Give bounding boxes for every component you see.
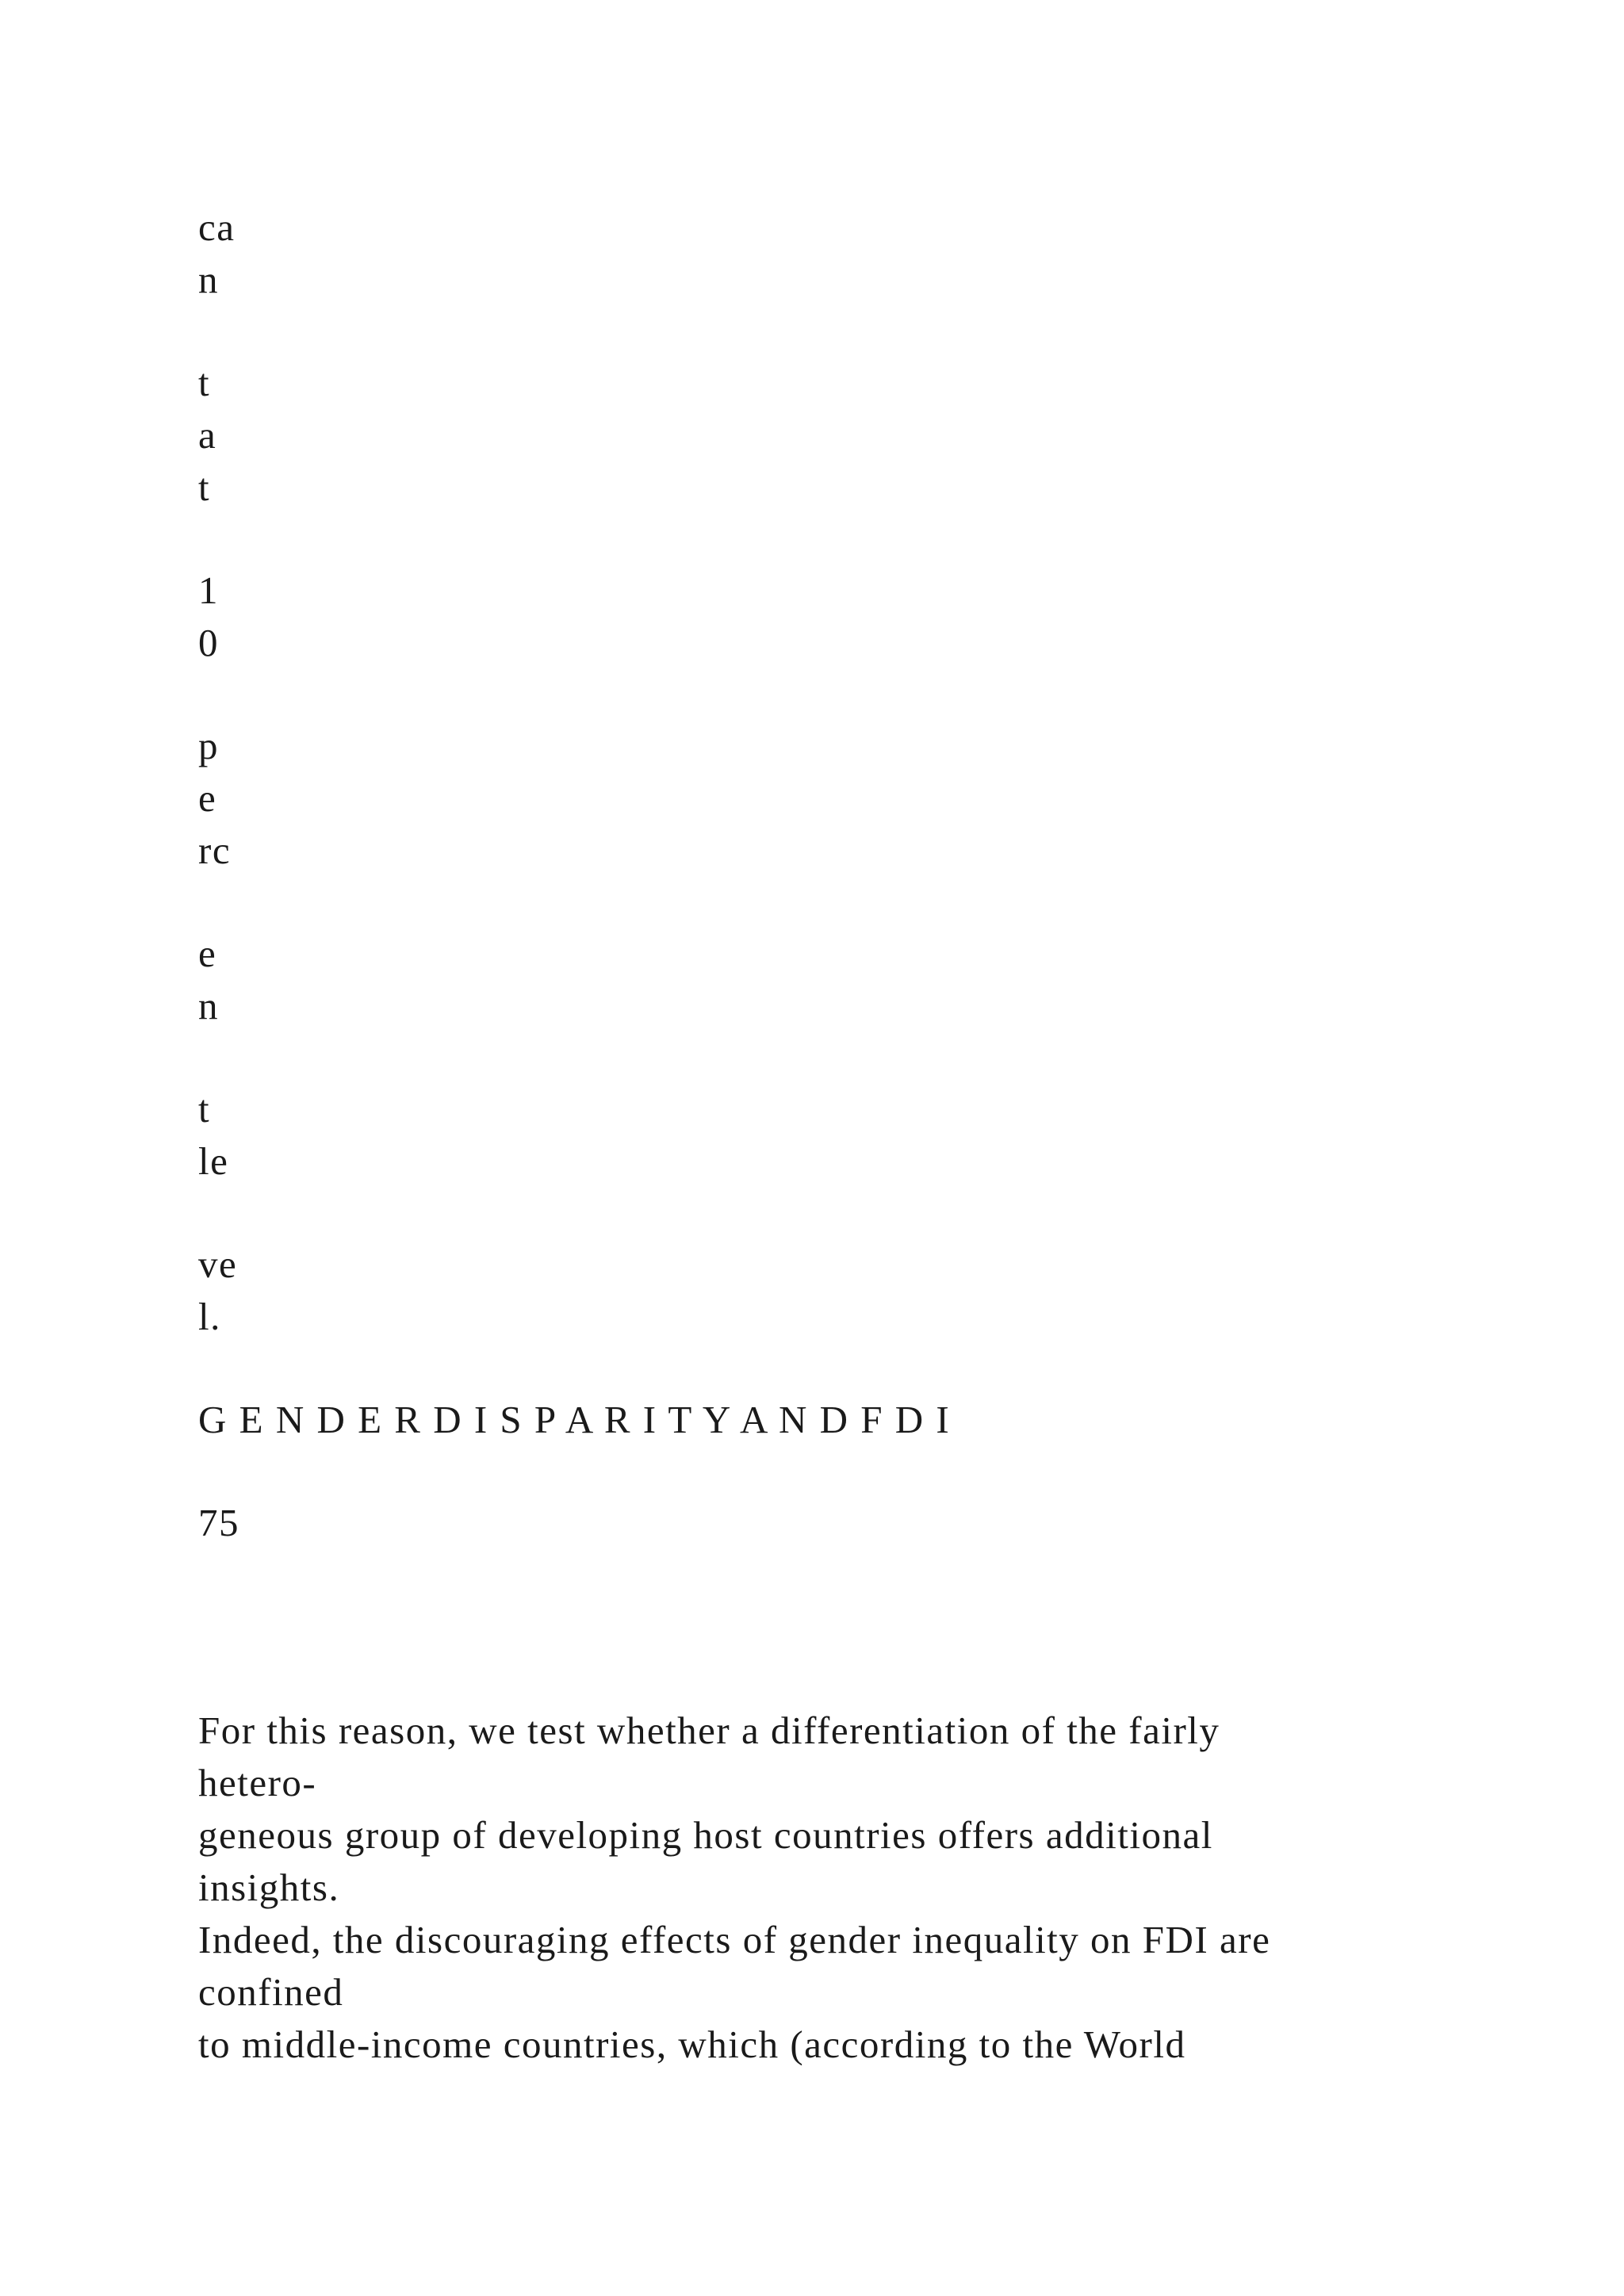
text-fragment: t xyxy=(198,1087,211,1131)
body-line: insights. xyxy=(198,1866,340,1909)
text-fragment: n xyxy=(198,984,219,1027)
text-fragment: l. xyxy=(198,1295,221,1338)
text-fragment: ca xyxy=(198,205,236,249)
body-line: For this reason, we test whether a differentiation of the fairly xyxy=(198,1709,1220,1752)
text-fragment: t xyxy=(198,465,211,509)
text-fragment: a xyxy=(198,413,217,457)
body-line: confined xyxy=(198,1970,344,2014)
body-line: to middle-income countries, which (according to the World xyxy=(198,2022,1186,2066)
body-line: hetero- xyxy=(198,1761,317,1804)
text-fragment: e xyxy=(198,776,217,820)
text-fragment: ve xyxy=(198,1242,238,1286)
text-fragment: t xyxy=(198,361,211,404)
body-line: geneous group of developing host countries offers additional xyxy=(198,1813,1213,1857)
text-fragment: 0 xyxy=(198,621,219,664)
running-head: G E N D E R D I S P A R I T Y A N D F D I xyxy=(198,1398,951,1441)
text-fragment: rc xyxy=(198,828,232,872)
text-fragment: p xyxy=(198,724,219,767)
text-fragment: n xyxy=(198,258,219,301)
text-fragment: e xyxy=(198,932,217,975)
page-number: 75 xyxy=(198,1501,239,1544)
text-fragment: 1 xyxy=(198,568,219,612)
text-fragment: le xyxy=(198,1139,229,1183)
body-line: Indeed, the discouraging effects of gender inequality on FDI are xyxy=(198,1918,1271,1961)
